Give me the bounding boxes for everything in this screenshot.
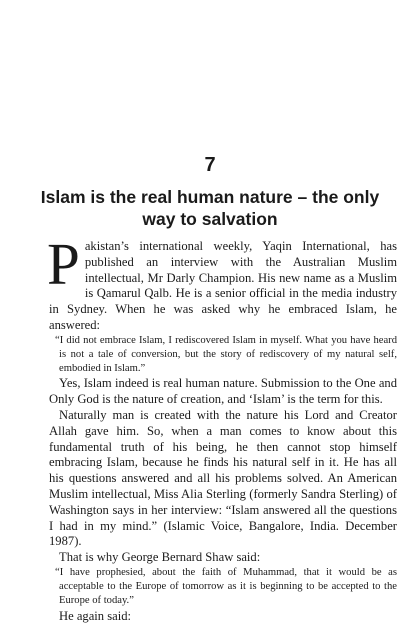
quote-shaw: “I have prophesied, about the faith of Muhammad, that it would be as acceptable to the Europe of tomorrow as it is beginning to be accepted to the Europe of today.” <box>55 566 397 607</box>
intro-paragraph <box>47 231 397 334</box>
paragraph-creation: Naturally man is created with the nature his Lord and Creator Allah gave him. So, when a man comes to know about this fundamental truth of his being, he then cannot stop himself embracing Islam, because he finds his natural self in it. He has all his questions answered and all his problems solved. An American Muslim intellectual, Miss Alia Sterling (formerly Sandra Sterling) of Washington says in her interview: “Islam answered all the questions I had in my mind.” (Islamic Voice, Bangalore, India. December 1987). <box>49 407 397 549</box>
chapter-title: Islam is the real human nature – the only way to salvation <box>40 187 380 229</box>
chapter-number: 7 <box>204 154 216 176</box>
paragraph-human-nature: Yes, Islam indeed is real human nature. Submission to the One and Only God is the nature of creation, and ‘Islam’ is the term for this. <box>49 376 397 407</box>
intro-text: akistan’s international weekly, Yaqin International, has published an interview with the Australian Muslim intellectual, Mr Darly Champion. His new name as a Muslim is Qamarul Qalb. He is a senior official in the media industry in Sydney. When he was asked why he embraced Islam, he answered: <box>49 239 397 332</box>
paragraph-again: He again said: <box>59 608 132 623</box>
chapter-body <box>47 231 397 624</box>
drop-cap: P <box>47 231 80 297</box>
paragraph-shaw-intro: That is why George Bernard Shaw said: <box>59 550 261 565</box>
quote-champion: “I did not embrace Islam, I rediscovered Islam in myself. What you have heard is not a tale of conversion, but the story of rediscovery of my natural self, embodied in Islam.” <box>55 334 397 375</box>
